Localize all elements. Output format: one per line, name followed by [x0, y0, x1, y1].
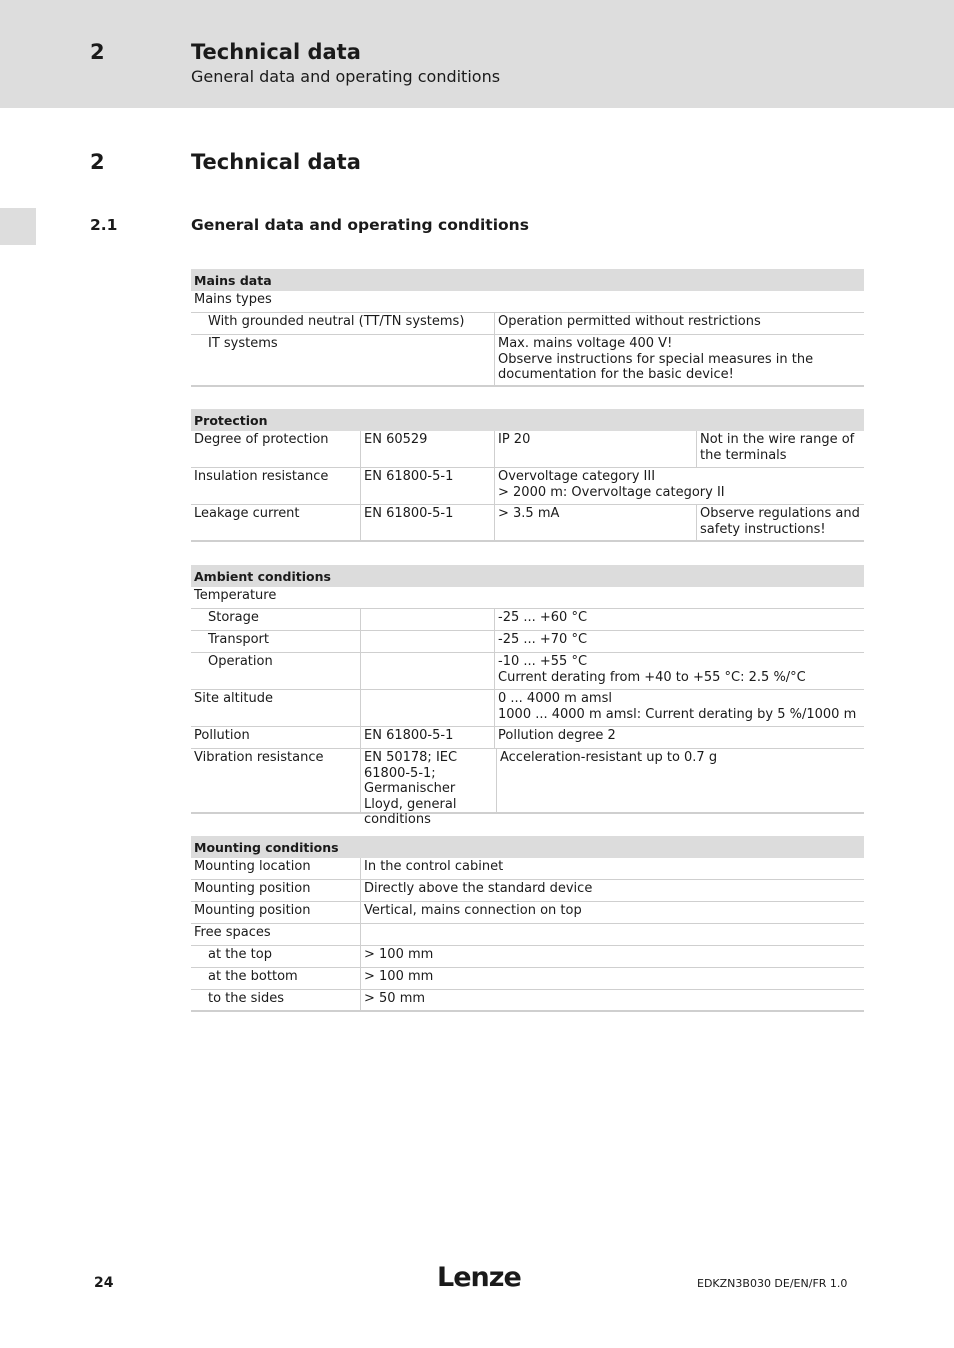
table-row: With grounded neutral (TT/TN systems) Operation permitted without restrictions [191, 313, 864, 335]
table-row: Free spaces [191, 924, 864, 946]
protection-table [191, 409, 864, 542]
table-row: Operation -10 ... +55 °C Current derating from +40 to +55 °C: 2.5 %/°C [191, 653, 864, 690]
table-row: Leakage current EN 61800-5-1 > 3.5 mA Observe regulations and safety instructions! [191, 505, 864, 542]
table-row: Mounting position Vertical, mains connection on top [191, 902, 864, 924]
subsection-number: 2.1 [90, 216, 118, 234]
table-row: at the bottom > 100 mm [191, 968, 864, 990]
section-title: Technical data [191, 150, 361, 174]
lenze-logo: Lenze [437, 1262, 521, 1293]
table-row: Site altitude 0 ... 4000 m amsl 1000 ... 4000 m amsl: Current derating by 5 %/1000 m [191, 690, 864, 727]
table-row: IT systems Max. mains voltage 400 V! Observe instructions for special measures in the documentation for the basic device! [191, 335, 864, 387]
table-row: Storage -25 ... +60 °C [191, 609, 864, 631]
table-row: Temperature [191, 587, 864, 609]
table-row: Degree of protection EN 60529 IP 20 Not in the wire range of the terminals [191, 431, 864, 468]
table-row: Transport -25 ... +70 °C [191, 631, 864, 653]
table-header: Mains data [191, 269, 864, 291]
table-header: Mounting conditions [191, 836, 864, 858]
document-id: EDKZN3B030 DE/EN/FR 1.0 [697, 1277, 848, 1290]
table-row: Mains types [191, 291, 864, 313]
table-row: Pollution EN 61800-5-1 Pollution degree 2 [191, 727, 864, 749]
mounting-conditions-table [191, 836, 864, 1012]
page-number: 24 [94, 1275, 114, 1291]
table-header: Ambient conditions [191, 565, 864, 587]
table-row: Insulation resistance EN 61800-5-1 Overvoltage category III > 2000 m: Overvoltage category II [191, 468, 864, 505]
chapter-title: Technical data [191, 40, 361, 64]
ambient-conditions-table [191, 565, 864, 827]
table-row: to the sides > 50 mm [191, 990, 864, 1012]
table-row: at the top > 100 mm [191, 946, 864, 968]
section-number: 2 [90, 150, 105, 174]
page-header [0, 0, 954, 108]
table-row: Mounting location In the control cabinet [191, 858, 864, 880]
chapter-tab-marker [0, 208, 36, 245]
subsection-title: General data and operating conditions [191, 216, 529, 234]
table-row: Vibration resistance EN 50178; IEC 61800-5-1; Germanischer Lloyd, general conditions Acceleration-resistant up to 0.7 g [191, 749, 864, 814]
table-header: Protection [191, 409, 864, 431]
chapter-subtitle: General data and operating conditions [191, 67, 501, 86]
chapter-number: 2 [90, 40, 105, 64]
mains-data-table [191, 269, 864, 387]
table-row: Mounting position Directly above the standard device [191, 880, 864, 902]
